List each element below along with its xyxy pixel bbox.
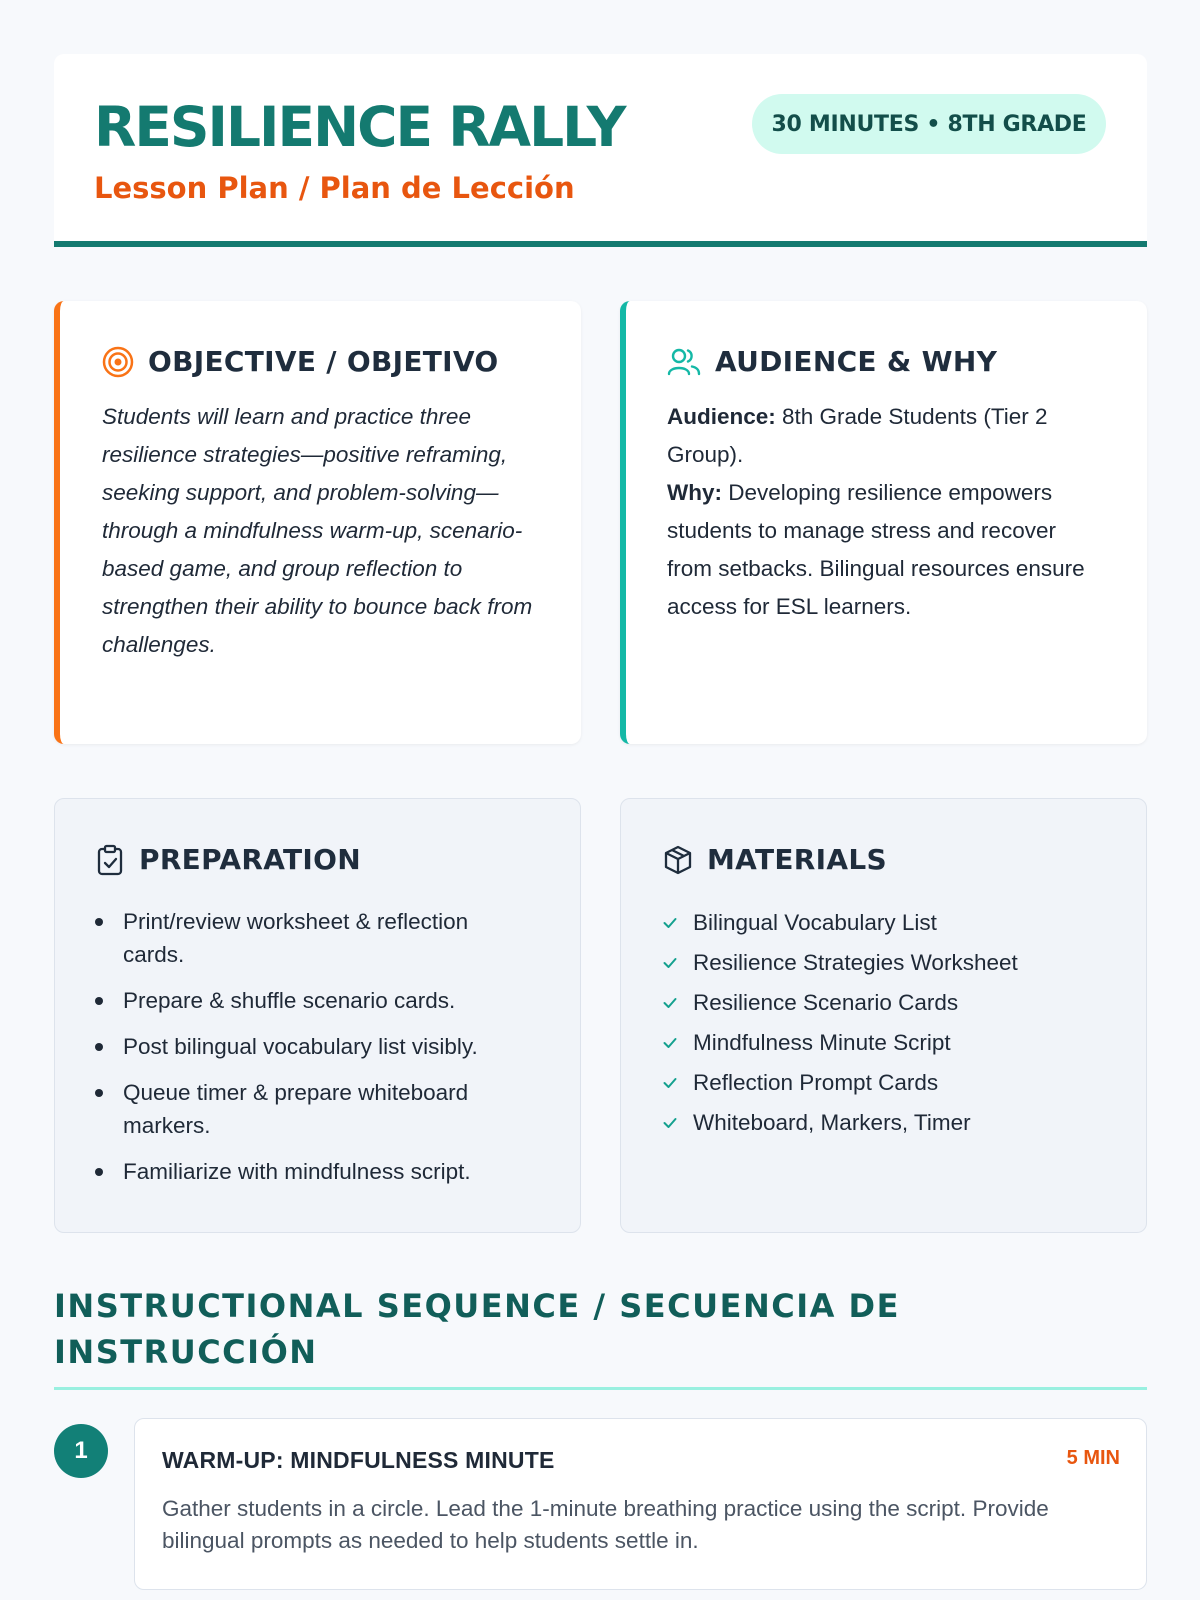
materials-list — [663, 903, 1103, 1143]
check-icon — [663, 997, 677, 1009]
check-icon — [663, 1037, 677, 1049]
material-label: Resilience Scenario Cards — [693, 990, 959, 1015]
preparation-card — [54, 798, 581, 1233]
objective-card — [54, 301, 581, 744]
list-item: Print/review worksheet & reflection cards. — [95, 905, 535, 971]
list-item — [663, 983, 1103, 1023]
material-label: Bilingual Vocabulary List — [693, 910, 937, 935]
audience-heading-row — [667, 345, 997, 378]
target-icon — [102, 346, 134, 378]
objective-text: Students will learn and practice three resilience strategies—positive reframing, seeking support, and problem-solving—through a mindfulness warm-up, scenario-based game, and group reflection to strengthen their ability to bounce back from challenges. — [102, 404, 533, 657]
check-icon — [663, 917, 677, 929]
audience-card — [620, 301, 1147, 744]
lesson-plan-page — [54, 54, 1147, 1553]
step-number-badge: 1 — [54, 1424, 108, 1478]
lesson-subtitle: Lesson Plan / Plan de Lección — [94, 171, 575, 205]
objective-heading: OBJECTIVE / OBJETIVO — [148, 345, 499, 378]
step-duration: 5 MIN — [1066, 1447, 1120, 1469]
list-item — [663, 1063, 1103, 1103]
materials-heading: MATERIALS — [707, 843, 887, 876]
material-label: Mindfulness Minute Script — [693, 1030, 951, 1055]
step-title: WARM-UP: MINDFULNESS MINUTE — [162, 1447, 555, 1473]
section-divider — [54, 1387, 1147, 1390]
list-item: Queue timer & prepare whiteboard markers. — [95, 1076, 535, 1142]
clipboard-check-icon — [95, 844, 125, 876]
sequence-heading: INSTRUCTIONAL SEQUENCE / SECUENCIA DE INSTRUCCIÓN — [54, 1287, 900, 1371]
preparation-heading-row — [95, 843, 361, 876]
list-item: Prepare & shuffle scenario cards. — [95, 984, 535, 1017]
list-item — [663, 1103, 1103, 1143]
why-value: Developing resilience empowers students to manage stress and recover from setbacks. Bilingual resources ensure access for ESL learners. — [667, 480, 1085, 619]
list-item — [663, 1023, 1103, 1063]
why-label: Why: — [667, 480, 722, 505]
audience-label: Audience: — [667, 404, 776, 429]
material-label: Whiteboard, Markers, Timer — [693, 1110, 971, 1135]
users-icon — [667, 346, 701, 378]
material-label: Resilience Strategies Worksheet — [693, 950, 1018, 975]
audience-text — [667, 398, 1107, 626]
objective-heading-row — [102, 345, 498, 378]
materials-card — [620, 798, 1147, 1233]
step-description: Gather students in a circle. Lead the 1-minute breathing practice using the script. Provide bilingual prompts as needed to help students settle in. — [162, 1496, 1049, 1553]
lesson-header — [54, 54, 1147, 247]
list-item — [663, 943, 1103, 983]
list-item: Post bilingual vocabulary list visibly. — [95, 1030, 535, 1063]
duration-grade-badge: 30 MINUTES • 8TH GRADE — [752, 94, 1106, 154]
audience-value: 8th Grade Students (Tier 2 Group). — [667, 404, 1048, 467]
check-icon — [663, 957, 677, 969]
list-item — [663, 903, 1103, 943]
audience-heading: AUDIENCE & WHY — [715, 345, 998, 378]
step-card — [134, 1418, 1147, 1590]
check-icon — [663, 1117, 677, 1129]
package-icon — [663, 844, 693, 876]
preparation-heading: PREPARATION — [139, 843, 361, 876]
lesson-title: RESILIENCE RALLY — [94, 95, 625, 159]
materials-heading-row — [663, 843, 887, 876]
preparation-list — [95, 905, 535, 1201]
check-icon — [663, 1077, 677, 1089]
list-item: Familiarize with mindfulness script. — [95, 1155, 535, 1188]
material-label: Reflection Prompt Cards — [693, 1070, 939, 1095]
